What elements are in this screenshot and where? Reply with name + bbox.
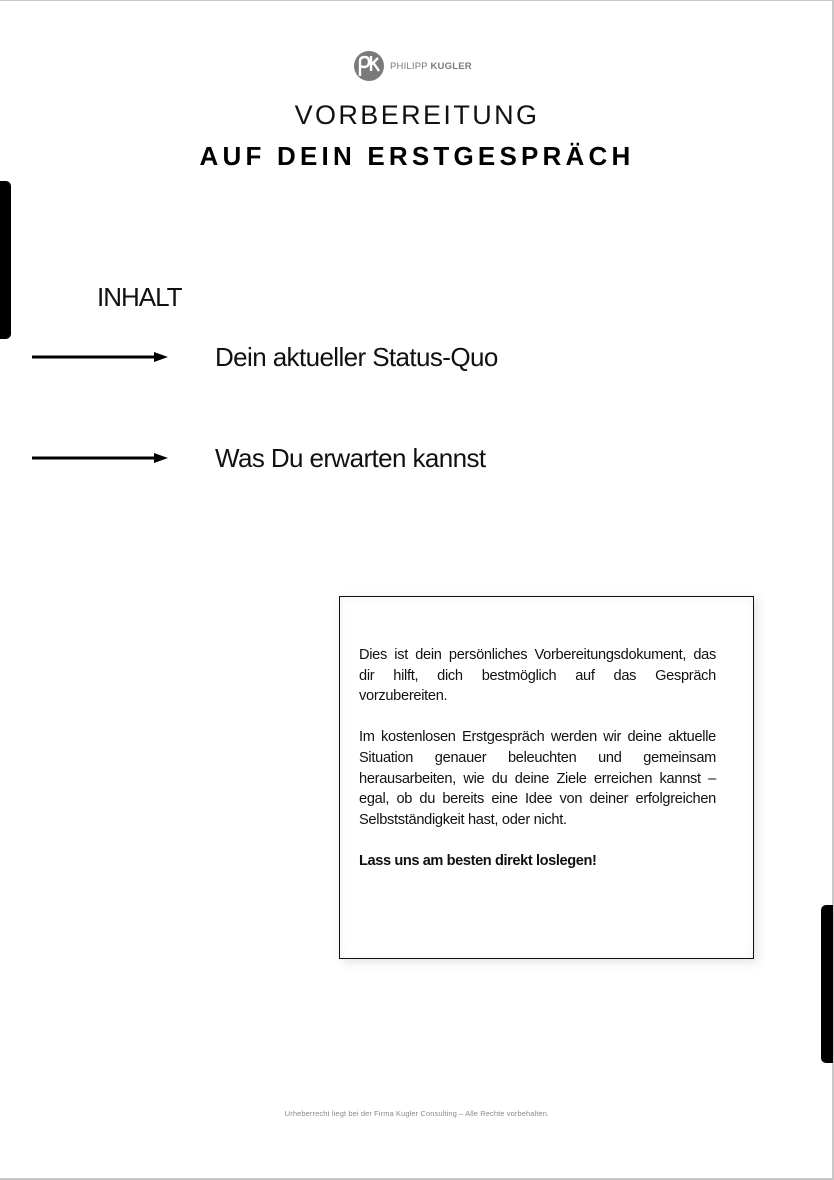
page-title-line1: VORBEREITUNG: [294, 100, 540, 130]
toc-heading: INHALT: [97, 282, 182, 312]
toc-item-label: Was Du erwarten kannst: [215, 443, 486, 473]
copyright-footer: Urheberrecht liegt bei der Firma Kugler Consulting – Alle Rechte vorbehalten.: [284, 1109, 550, 1118]
consultation-paragraph: Im kostenlosen Erstgespräch werden wir deine aktuelle Situation genauer beleuchten und gemeinsam herausarbeiten, wie du deine Ziele erreichen kannst – egal, ob du bereits eine Idee von deiner erfolgreichen Selbstständigkeit hast, oder nicht.: [359, 729, 716, 828]
logo-name-first: PHILIPP: [390, 60, 431, 72]
side-tab-left: [0, 181, 11, 339]
toc-item-expectations[interactable]: [32, 438, 632, 478]
page-title-line2: AUF DEIN ERSTGESPRÄCH: [199, 141, 635, 171]
logo-name-last: KUGLER: [430, 60, 472, 72]
arrow-right-icon: [32, 451, 168, 465]
logo-text: [390, 61, 472, 72]
side-tab-right: [821, 905, 833, 1063]
arrow-right-icon: [32, 350, 168, 364]
intro-paragraph: Dies ist dein persönliches Vorbereitungsdokument, das dir hilft, dich bestmöglich auf das Gespräch vorzubereiten.: [359, 647, 716, 705]
logo: [354, 51, 472, 81]
info-box-content: [359, 645, 716, 892]
pk-monogram-icon: [354, 51, 384, 81]
call-to-action-text: Lass uns am besten direkt loslegen!: [359, 852, 597, 869]
toc-item-label: Dein aktueller Status-Quo: [215, 342, 498, 372]
intro-info-box: [339, 596, 754, 959]
toc-item-status-quo[interactable]: [32, 337, 632, 377]
